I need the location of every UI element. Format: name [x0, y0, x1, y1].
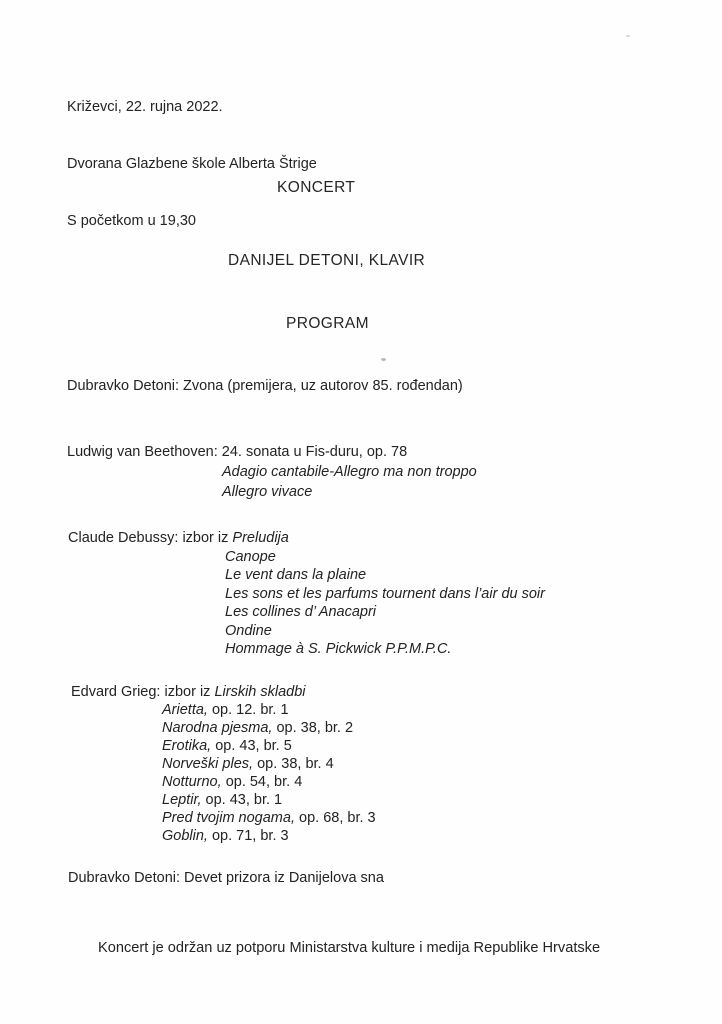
scan-speck — [626, 35, 630, 37]
piece-line: Le vent dans la plaine — [225, 567, 367, 583]
piece-line — [71, 809, 376, 827]
piece-line — [71, 773, 376, 791]
piece-opus: op. 38, br. 2 — [276, 720, 354, 736]
piece-title: Pred tvojim nogama, — [162, 810, 295, 826]
piece-opus: op. 71, br. 3 — [211, 828, 289, 844]
program-section-grieg — [71, 683, 376, 845]
program-item-opening: Dubravko Detoni: Zvona (premijera, uz autorov 85. rođendan) — [67, 378, 463, 394]
piece-line — [71, 719, 376, 737]
piece-line: Les sons et les parfums tournent dans l’air du soir — [225, 585, 545, 602]
heading-work-title: Lirskih skladbi — [214, 684, 306, 700]
piece-line: Les collines d’ Anacapri — [225, 604, 376, 620]
piece-line: Canope — [225, 548, 276, 565]
event-venue: Dvorana Glazbene škole Alberta Štrige — [67, 156, 317, 172]
program-section-beethoven — [67, 442, 477, 502]
piece-title: Goblin, — [162, 828, 208, 844]
piece-opus: op. 38, br. 4 — [257, 756, 334, 772]
piece-line: Hommage à S. Pickwick P.P.M.P.C. — [225, 641, 452, 657]
movement-line: Adagio cantabile-Allegro ma non troppo — [222, 464, 477, 480]
heading-plain: Claude Debussy: izbor iz — [68, 530, 233, 546]
composer-heading-beethoven: Ludwig van Beethoven: 24. sonata u Fis-duru, op. 78 — [67, 444, 408, 460]
program-section-debussy — [68, 529, 545, 659]
piece-opus: op. 43, br. 1 — [205, 792, 283, 808]
piece-line — [71, 701, 376, 719]
piece-title: Arietta, — [162, 702, 208, 718]
movement-line: Allegro vivace — [222, 484, 313, 500]
scan-speck — [381, 358, 386, 361]
sponsor-acknowledgement: Koncert je održan uz potporu Ministarstva kulture i medija Republike Hrvatske — [98, 940, 601, 956]
event-date: Križevci, 22. rujna 2022. — [67, 99, 223, 115]
heading-work-title: Preludija — [232, 530, 289, 546]
piece-opus: op. 43, br. 5 — [215, 738, 292, 754]
composer-heading-debussy — [68, 529, 545, 548]
composer-heading-grieg — [71, 683, 376, 701]
piece-title: Erotika, — [162, 738, 212, 754]
piece-opus: op. 54, br. 4 — [225, 774, 303, 790]
performer-title: DANIJEL DETONI, KLAVIR — [228, 252, 426, 269]
heading-plain: Edvard Grieg: izbor iz — [71, 684, 215, 700]
piece-title: Notturno, — [162, 774, 222, 790]
piece-line — [71, 791, 376, 809]
event-header — [67, 60, 317, 269]
piece-title: Narodna pjesma, — [162, 720, 273, 736]
piece-line — [71, 827, 376, 845]
piece-line: Ondine — [225, 622, 272, 639]
concert-title: KONCERT — [277, 179, 356, 196]
piece-opus: op. 12. br. 1 — [211, 702, 289, 718]
program-item-closing: Dubravko Detoni: Devet prizora iz Danijelova sna — [68, 870, 384, 886]
piece-line — [71, 755, 376, 773]
event-time: S početkom u 19,30 — [67, 213, 196, 229]
piece-opus: op. 68, br. 3 — [299, 810, 376, 826]
piece-line — [71, 737, 376, 755]
program-heading: PROGRAM — [286, 315, 369, 332]
piece-title: Norveški ples, — [162, 756, 254, 772]
piece-title: Leptir, — [162, 792, 202, 808]
